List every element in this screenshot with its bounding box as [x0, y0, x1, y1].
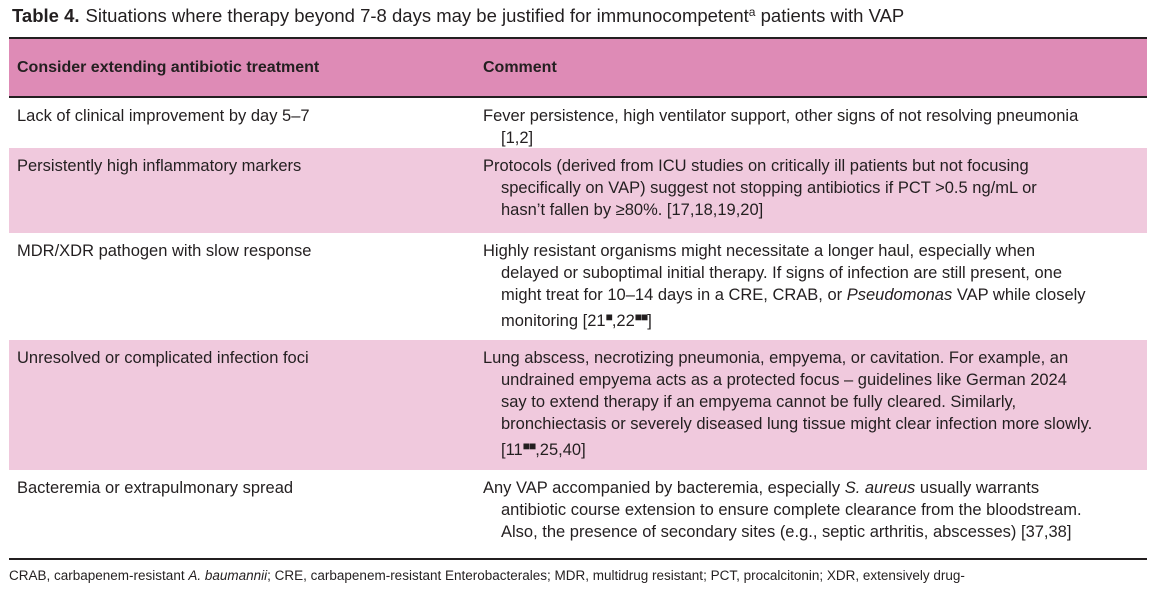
- table-header: [9, 39, 1147, 96]
- comment-line: say to extend therapy if an empyema cannot be fully cleared. Similarly,: [501, 393, 1017, 411]
- comment-cell: [483, 347, 1143, 461]
- comment-line: monitoring [21■,22■■]: [501, 310, 652, 330]
- comment-cell: [483, 105, 1143, 149]
- comment-line: Any VAP accompanied by bacteremia, especially S. aureus usually warrants: [483, 479, 1040, 497]
- comment-cell: [483, 155, 1143, 221]
- header-col-comment: Comment: [483, 59, 557, 76]
- comment-cell: [483, 477, 1143, 543]
- comment-line: Also, the presence of secondary sites (e.g., septic arthritis, abscesses) [37,38]: [501, 523, 1072, 541]
- comment-line: [1,2]: [501, 129, 534, 147]
- reference-marker: ■■: [634, 310, 648, 324]
- situation-cell: Bacteremia or extrapulmonary spread: [17, 479, 294, 497]
- bottom-rule: [9, 558, 1147, 560]
- caption-superscript: a: [748, 5, 756, 19]
- comment-line: Highly resistant organisms might necessitate a longer haul, especially when: [483, 242, 1036, 260]
- header-col-situation: Consider extending antibiotic treatment: [17, 59, 320, 76]
- table-row: [9, 470, 1147, 558]
- table-row: [9, 340, 1147, 470]
- comment-line: bronchiectasis or severely diseased lung tissue might clear infection more slowly.: [501, 415, 1093, 433]
- table-row: [9, 148, 1147, 233]
- comment-line: Lung abscess, necrotizing pneumonia, empyema, or cavitation. For example, an: [483, 349, 1069, 367]
- table-row: [9, 233, 1147, 340]
- situation-cell: Persistently high inflammatory markers: [17, 157, 302, 175]
- comment-cell: [483, 240, 1143, 332]
- comment-line: Protocols (derived from ICU studies on critically ill patients but not focusing: [483, 157, 1029, 175]
- table-label: Table 4.: [12, 5, 80, 26]
- comment-line: hasn’t fallen by ≥80%. [17,18,19,20]: [501, 201, 764, 219]
- comment-line: delayed or suboptimal initial therapy. If signs of infection are still present, one: [501, 264, 1062, 282]
- comment-line: [11■■,25,40]: [501, 439, 586, 459]
- situation-cell: MDR/XDR pathogen with slow response: [17, 242, 312, 260]
- situation-cell: Unresolved or complicated infection foci: [17, 349, 309, 367]
- reference-marker: ■: [605, 310, 612, 324]
- comment-line: undrained empyema acts as a protected focus – guidelines like German 2024: [501, 371, 1067, 389]
- situation-cell: Lack of clinical improvement by day 5–7: [17, 107, 310, 125]
- reference-marker: ■■: [522, 439, 536, 453]
- comment-line: might treat for 10–14 days in a CRE, CRAB, or Pseudomonas VAP while closely: [501, 286, 1086, 304]
- table-row: [9, 98, 1147, 148]
- caption-text-end: patients with VAP: [755, 5, 905, 26]
- table-caption: [12, 5, 904, 27]
- comment-line: antibiotic course extension to ensure complete clearance from the bloodstream.: [501, 501, 1082, 519]
- comment-line: Fever persistence, high ventilator support, other signs of not resolving pneumonia: [483, 107, 1079, 125]
- comment-line: specifically on VAP) suggest not stopping antibiotics if PCT >0.5 ng/mL or: [501, 179, 1037, 197]
- caption-text: Situations where therapy beyond 7-8 days may be justified for immunocompetent: [85, 5, 749, 26]
- table-footnote: CRAB, carbapenem-resistant A. baumannii; CRE, carbapenem-resistant Enterobacterales; MDR, multidrug resistant; PCT, procalcitonin; XDR, extensively drug-: [9, 568, 965, 583]
